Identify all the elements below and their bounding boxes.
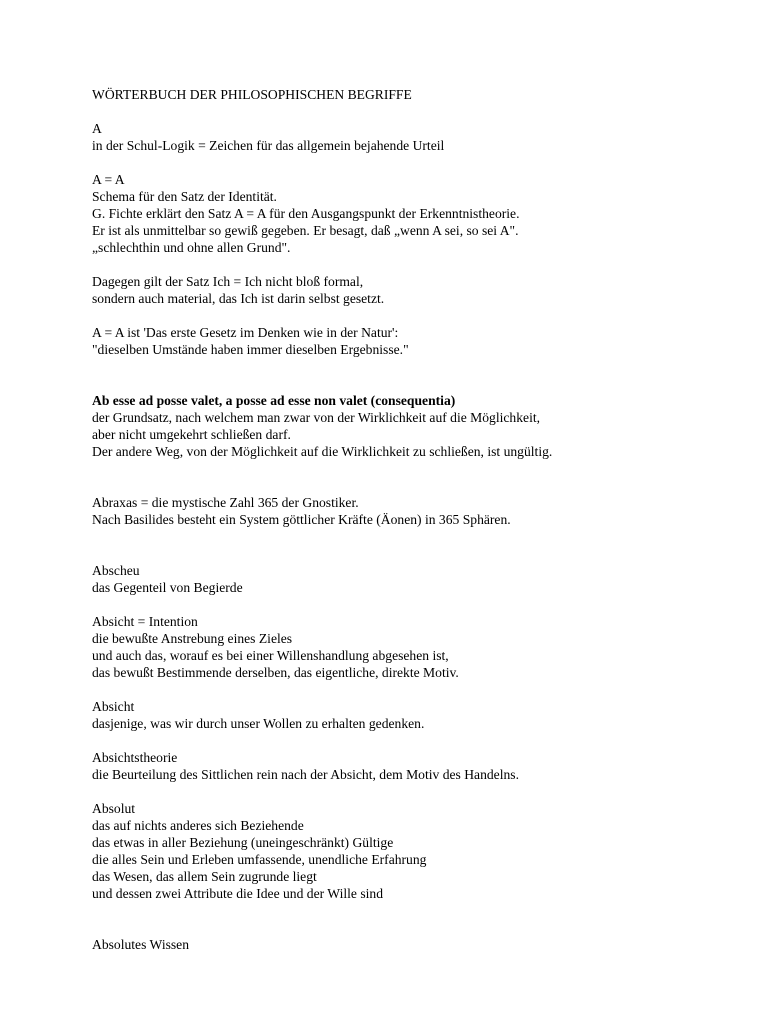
entry-text: Schema für den Satz der Identität.: [92, 189, 277, 204]
entry-text: das bewußt Bestimmende derselben, das eigentliche, direkte Motiv.: [92, 665, 459, 680]
entry-text: die bewußte Anstrebung eines Zieles: [92, 631, 293, 646]
spacer: [92, 103, 742, 120]
document-title: WÖRTERBUCH DER PHILOSOPHISCHEN BEGRIFFE: [92, 87, 412, 102]
entry-text: und auch das, worauf es bei einer Willenshandlung abgesehen ist,: [92, 648, 449, 663]
entry-text: "dieselben Umstände haben immer dieselben Ergebnisse.": [92, 342, 409, 357]
entry-text: A = A ist 'Das erste Gesetz im Denken wie in der Natur':: [92, 325, 399, 340]
entry-text: die Beurteilung des Sittlichen rein nach der Absicht, dem Motiv des Handelns.: [92, 767, 519, 782]
spacer: [92, 596, 742, 613]
entry-term-a-eq-a: A = A: [92, 172, 125, 187]
entry-text: G. Fichte erklärt den Satz A = A für den Ausgangspunkt der Erkenntnistheorie.: [92, 206, 520, 221]
entry-term-absolut: Absolut: [92, 801, 136, 816]
entry-text: Er ist als unmittelbar so gewiß gegeben. Er besagt, daß „wenn A sei, so sei A".: [92, 223, 519, 238]
entry-text: Der andere Weg, von der Möglichkeit auf die Wirklichkeit zu schließen, ist ungültig.: [92, 444, 553, 459]
spacer: [92, 256, 742, 273]
entry-term-absolutes-wissen: Absolutes Wissen: [92, 937, 190, 952]
entry-term-absichtstheorie: Absichtstheorie: [92, 750, 178, 765]
entry-term-absicht-intention: Absicht = Intention: [92, 614, 198, 629]
spacer: [92, 307, 742, 324]
spacer: [92, 528, 742, 562]
entry-term-absicht: Absicht: [92, 699, 135, 714]
entry-text-abraxas: Abraxas = die mystische Zahl 365 der Gnostiker.: [92, 495, 359, 510]
spacer: [92, 154, 742, 171]
spacer: [92, 460, 742, 494]
entry-text: in der Schul-Logik = Zeichen für das allgemein bejahende Urteil: [92, 138, 445, 153]
entry-text: aber nicht umgekehrt schließen darf.: [92, 427, 291, 442]
entry-text: dasjenige, was wir durch unser Wollen zu erhalten gedenken.: [92, 716, 425, 731]
entry-term-a: A: [92, 121, 102, 136]
spacer: [92, 902, 742, 936]
entry-text: und dessen zwei Attribute die Idee und der Wille sind: [92, 886, 384, 901]
entry-text: Nach Basilides besteht ein System göttlicher Kräfte (Äonen) in 365 Sphären.: [92, 512, 511, 527]
entry-text: das Gegenteil von Begierde: [92, 580, 243, 595]
spacer: [92, 358, 742, 392]
spacer: [92, 783, 742, 800]
entry-term-abscheu: Abscheu: [92, 563, 140, 578]
entry-text: das auf nichts anderes sich Beziehende: [92, 818, 304, 833]
entry-term-ab-esse: Ab esse ad posse valet, a posse ad esse non valet (consequentia): [92, 393, 456, 408]
entry-text: das Wesen, das allem Sein zugrunde liegt: [92, 869, 317, 884]
spacer: [92, 732, 742, 749]
entry-text: das etwas in aller Beziehung (uneingeschränkt) Gültige: [92, 835, 394, 850]
entry-text: „schlechthin und ohne allen Grund".: [92, 240, 291, 255]
spacer: [92, 681, 742, 698]
document-page: [92, 86, 742, 953]
entry-text: die alles Sein und Erleben umfassende, unendliche Erfahrung: [92, 852, 427, 867]
entry-text: Dagegen gilt der Satz Ich = Ich nicht bloß formal,: [92, 274, 364, 289]
entry-text: sondern auch material, das Ich ist darin selbst gesetzt.: [92, 291, 385, 306]
entry-text: der Grundsatz, nach welchem man zwar von der Wirklichkeit auf die Möglichkeit,: [92, 410, 541, 425]
